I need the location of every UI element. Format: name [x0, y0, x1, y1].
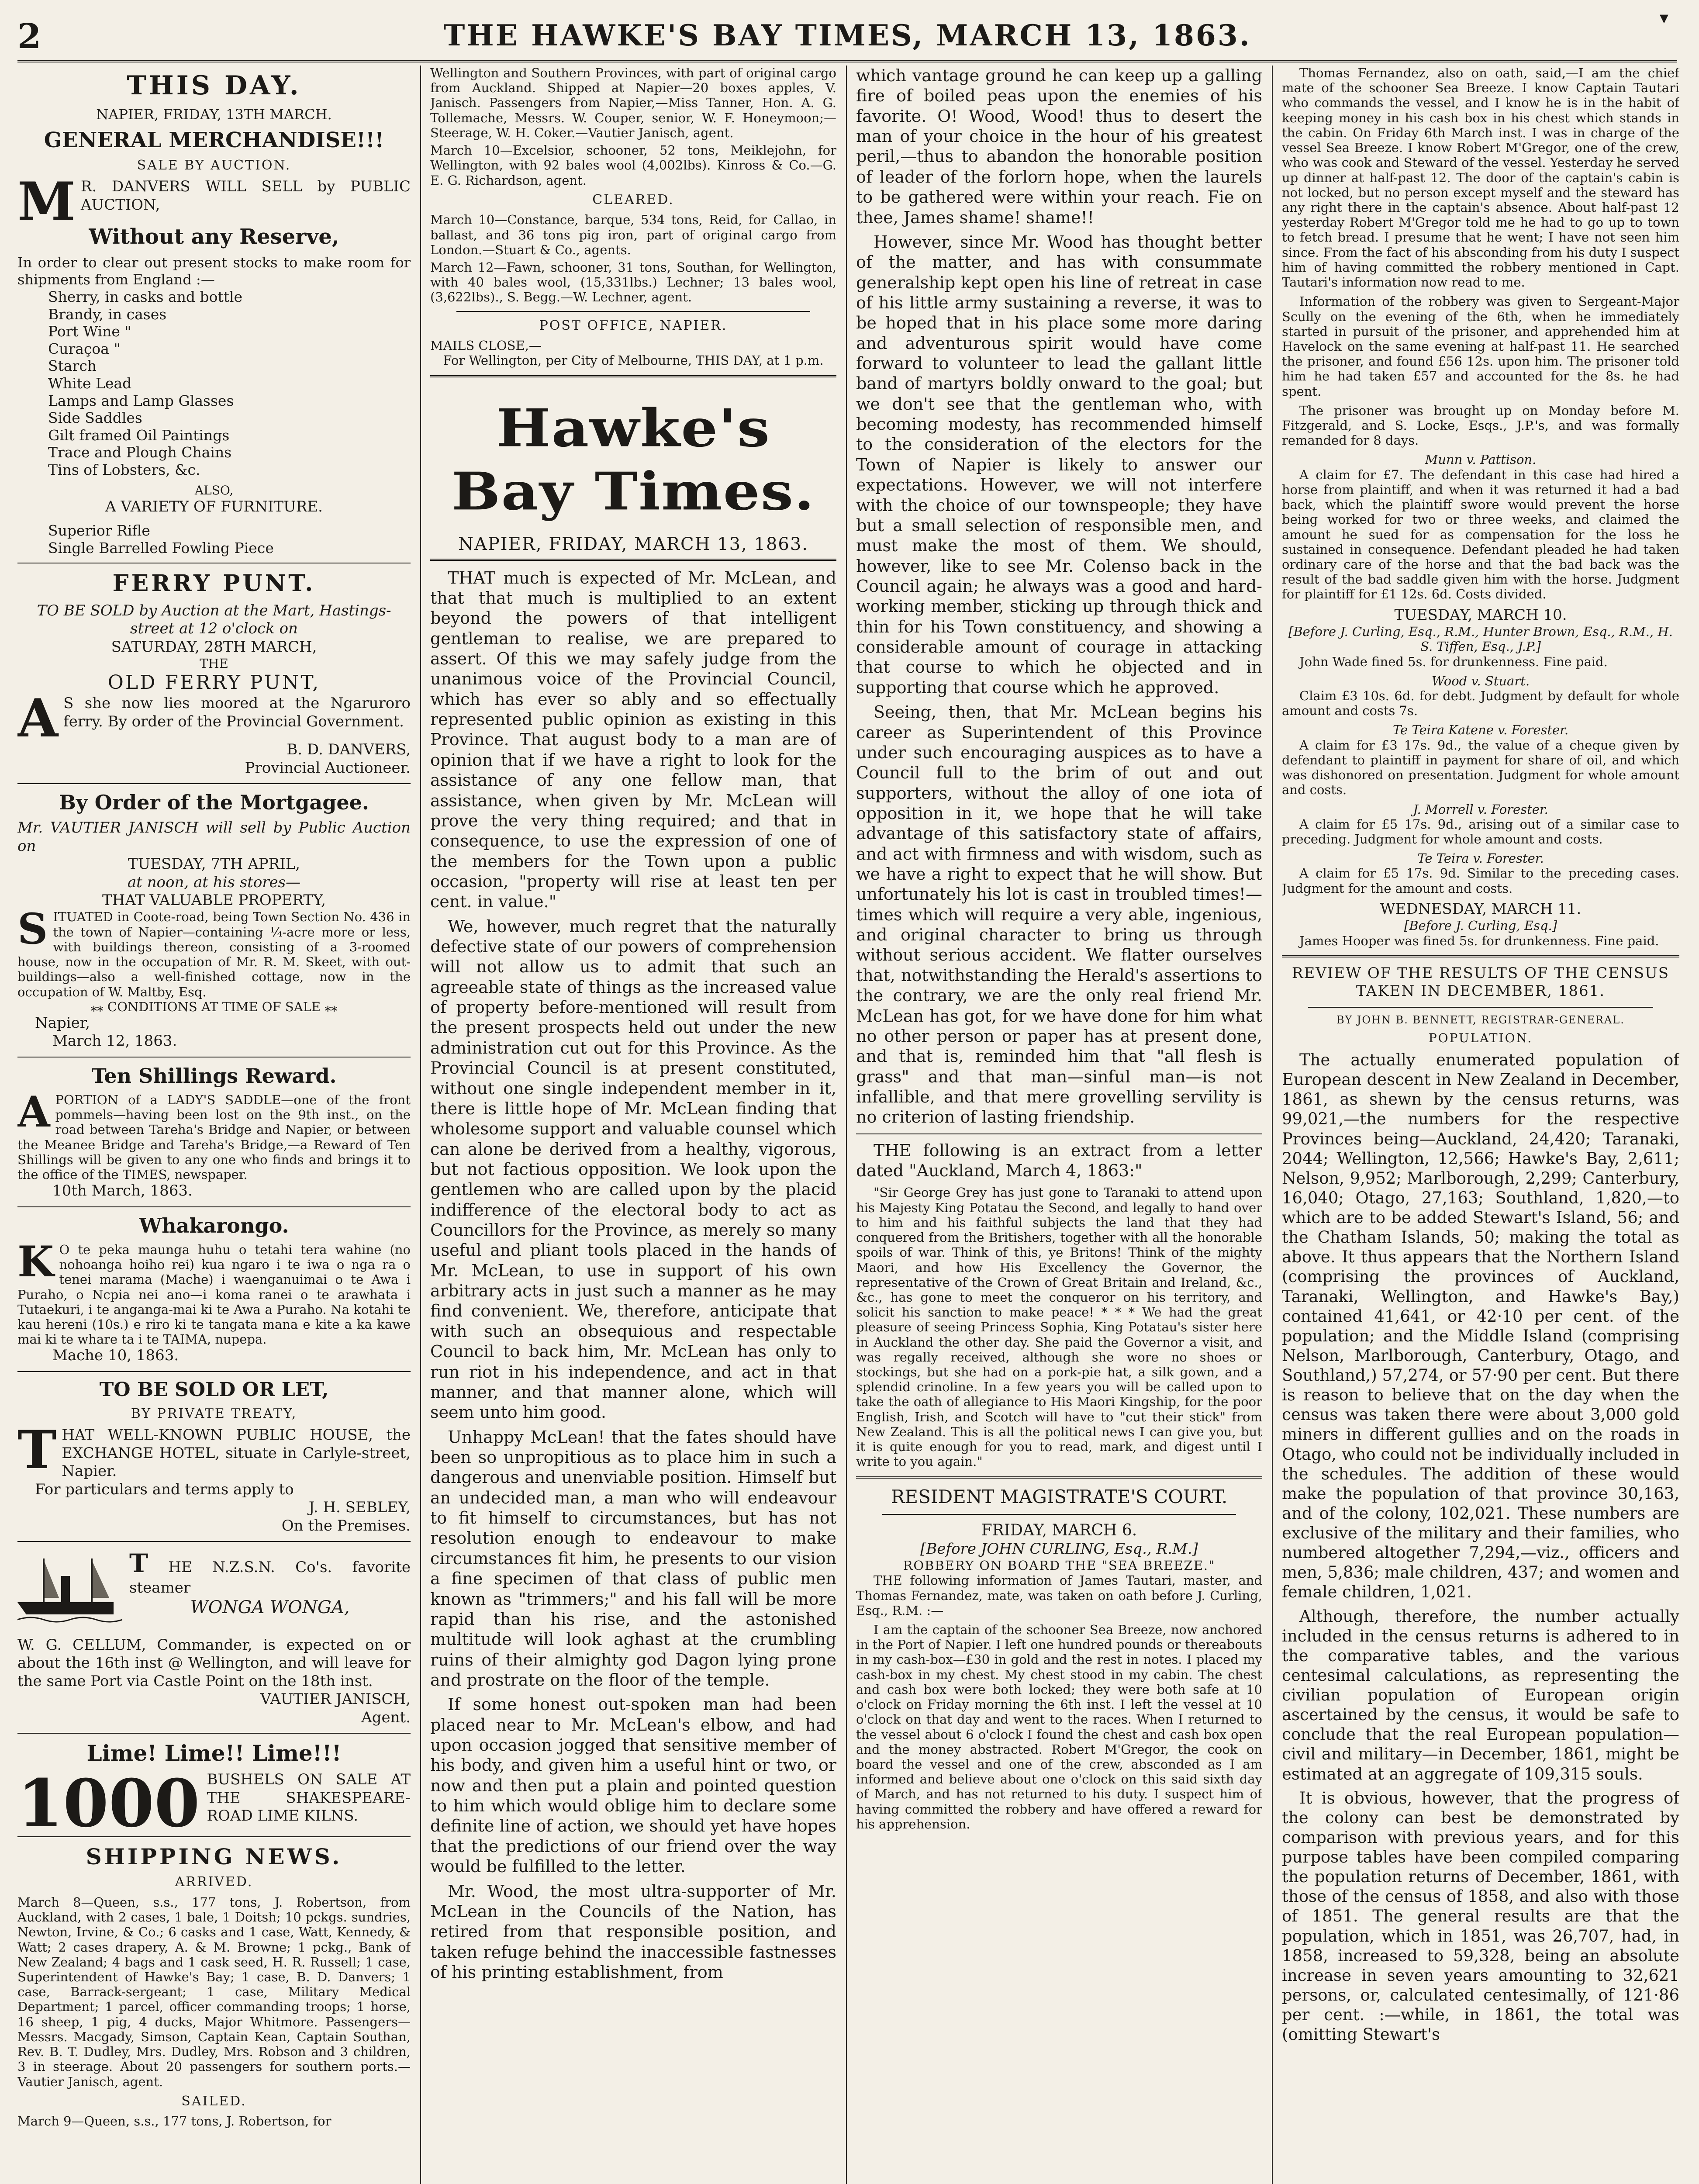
divider [17, 783, 411, 784]
editorial-paragraph: However, since Mr. Wood has thought better of the matter, and has with consummate generalship kept open his line of retreat in case of his little army sustaining a reverse, it was to be hoped that in his place some more daring and adventurous spirit would have come forward to volunteer to lead the gallant little band of martyrs boldly onward to the goal; but we don't see that the gentleman who, with becoming modesty, has recommended himself to the consideration of the electors for the Town of Napier is likely to answer our expectations. However, we will not interfere with the choice of our townspeople; they have but a small selection of responsible men, and must make the most of them. We should, however, like to see Mr. Colenso back in the Council again; he always was a good and hard-working member, sticking up through thick and thin for his Town constituency, and showing a considerable amount of courage in attacking that course to which he objected and in supporting that course which he approved. [856, 232, 1262, 697]
merchandise-heading: GENERAL MERCHANDISE!!! [44, 128, 384, 153]
drop-cap: A [17, 688, 59, 750]
divider [856, 1133, 1262, 1134]
case-title: Te Teira Katene v. Forester. [1392, 722, 1569, 738]
wednesday-before: [Before J. Curling, Esq.] [1404, 918, 1557, 933]
divider [17, 1206, 411, 1207]
case-title: Wood v. Stuart. [1431, 673, 1530, 688]
case-title: Te Teira v. Forester. [1417, 851, 1544, 866]
steamer-ship-icon [17, 1550, 122, 1633]
divider [17, 1541, 411, 1542]
mortgagee-heading: By Order of the Mortgagee. [59, 790, 369, 814]
census-heading: REVIEW OF THE RESULTS OF THE CENSUS TAKEN IN DECEMBER, 1861. [1292, 964, 1670, 1000]
corner-mark: ▾ [1659, 8, 1668, 28]
auction-notice [17, 171, 411, 233]
list-item: Port Wine " [48, 323, 131, 340]
fernandez-deposition: Thomas Fernandez, also on oath, said,—I am the chief mate of the schooner Sea Breeze. I know Captain Tautari who commands the vessel, and I know he is in the habit of keeping money in his cash box in his chest which stands in the cabin. On Friday 6th March inst. I was in charge of the vessel Sea Breeze. I know Robert M'Gregor, one of the crew, who was cook and Steward of the vessel. Yesterday he served up dinner at half-past 12. The door of the captain's cabin is not locked, but no person except myself and the steward has any right there in the captain's absence. About half-past 12 yesterday Robert M'Gregor told me he had to go up to town to fetch bread. I presume that he went; I have not seen him since. From the fact of his absconding from his duty I suspect him of having committed the robbery mentioned in Capt. Tautari's information now read to me. [1282, 66, 1679, 290]
editorial-paragraph: THAT much is expected of Mr. McLean, and that that much is multiplied to an extent beyond the powers of that intelligent gentleman to realise, we are prepared to assert. Of this we may safely judge from the unanimous voice of the Provincial Council, which has ever so ably and so effectually represented public opinion as existing in this Province. That august body to a man are of opinion that if we have a right to look for the assistance of any one fellow man, that assistance, when given by Mr. McLean will prove the very thing required; and that in consequence, to use the expression of one of the members for the Town upon a public occasion, "property will rise at least ten per cent. in value." [430, 568, 836, 912]
napier-sign: Napier, [35, 1014, 90, 1032]
steamer-head: HE N.Z.S.N. Co's. favorite steamer [129, 1558, 411, 1597]
auction-intro: R. DANVERS WILL SELL by PUBLIC AUCTION, [80, 178, 411, 214]
ferry-signature-name: B. D. DANVERS, [287, 741, 411, 759]
maori-body [17, 1237, 411, 1347]
divider [856, 1476, 1262, 1479]
case-body: A claim for £5 17s. 9d. Similar to the preceding cases. Judgment for the amount and costs. [1282, 866, 1679, 896]
merchandise-list [48, 288, 411, 479]
list-item: Single Barrelled Fowling Piece [48, 539, 274, 556]
wednesday-heading: WEDNESDAY, MARCH 11. [1380, 900, 1582, 918]
divider [1308, 1007, 1653, 1008]
steamer-drop-cap: T [129, 1548, 148, 1578]
list-item: Curaçoa " [48, 340, 121, 357]
vautier-name: VAUTIER JANISCH, [260, 1690, 411, 1708]
fawn-entry: March 12—Fawn, schooner, 31 tons, Southan, for Wellington, with 40 bales wool, (15,331lbs.) Lechner; 13 bales wool, (3,622lbs)., S. Begg.—W. Lechner, agent. [430, 260, 836, 305]
reward-body [17, 1087, 411, 1182]
running-header [17, 8, 1677, 62]
list-item: Gilt framed Oil Paintings [48, 426, 230, 444]
lime-notice [17, 1765, 411, 1842]
mortgagee-time: at noon, at his stores— [127, 873, 301, 891]
robbery-heading: ROBBERY ON BOARD THE "SEA BREEZE." [903, 1558, 1216, 1573]
editorial-paragraph: Seeing, then, that Mr. McLean begins his career as Superintendent of this Province under such encouraging auspices as to have a Council full to the brim of out and out supporters, without the alloy of one iota of opposition in it, we hope that he will take advantage of this satisfactory state of affairs, and act with firmness and with wisdom, such as we have a right to expect that he will show. But unfortunately his lot is cast in troubled times!—times which will require a very able, ingenious, and original character to bring us through without serious accident. We flatter ourselves that, notwithstanding the Herald's assertions to the contrary, we are the only real friend Mr. McLean has got, for we have done for him what no other person or paper has at present done, and that is, reminded him that "all flesh is grass" and that man—sinful man—is not infallible, and that mere grovelling servility is no criterion of lasting friendship. [856, 702, 1262, 1127]
clear-stocks-text: In order to clear out present stocks to make room for shipments from England :— [17, 254, 411, 288]
court-date: FRIDAY, MARCH 6. [981, 1521, 1137, 1539]
ferry-punt-heading: FERRY PUNT. [112, 570, 316, 597]
population-heading: POPULATION. [1428, 1030, 1533, 1045]
list-item: Starch [48, 357, 97, 375]
list-item: Tins of Lobsters, &c. [48, 461, 200, 478]
post-office-heading: POST OFFICE, NAPIER. [539, 318, 728, 333]
letter-body: "Sir George Grey has just gone to Taranaki to attend upon his Majesty King Potatau the Second, and legally to hand over to him and his faithful subjects the land that they had conquered from the Britishers, together with all the honorable spoils of war. Think of this, ye Britons! Think of the mighty Maori, and how His Excellency the Governor, the representative of the Crown of Great Britain and Ireland, &c., &c., has gone to meet the conqueror on his territory, and solicit his sanction to make peace! * * * We had the great pleasure of seeing Princess Sophia, King Potatau's sister here in Auckland the other day. She paid the Governor a visit, and was regally received, although she wore no shoes or stockings, but she had on a pork-pie hat, a silk gown, and a splendid crinoline. In a few years you will be called upon to take the oath of allegiance to His Maori Kingship, for the poor English, Irish, and Scotch will have to "cut their stick" from New Zealand. This is all the political news I can give you, but it is quite enough for you to read, mark, and digest until I write to you again." [856, 1185, 1262, 1469]
ferry-signature-title: Provincial Auctioneer. [245, 759, 411, 777]
divider [430, 375, 836, 377]
drop-cap: M [17, 171, 76, 233]
to-be-sold-heading: TO BE SOLD OR LET, [99, 1378, 329, 1401]
the-label: THE [200, 656, 228, 671]
list-item: Sherry, in casks and bottle [48, 288, 243, 305]
vautier-title: Agent. [361, 1708, 411, 1726]
furniture-line: A VARIETY OF FURNITURE. [105, 498, 323, 515]
mortgagee-intro: Mr. VAUTIER JANISCH will sell by Public Auction on [17, 819, 411, 855]
remand-text: The prisoner was brought up on Monday before M. Fitzgerald, and S. Locke, Esqs., J.P.'s, and was formally remanded for 8 days. [1282, 403, 1679, 448]
exchange-apply: For particulars and terms apply to [35, 1480, 294, 1498]
excelsior-entry: March 10—Excelsior, schooner, 52 tons, Meiklejohn, for Wellington, with 92 bales wool (4,002lbs). Kinross & Co.—G. E. G. Richardson, agent. [430, 143, 836, 188]
exchange-premises: On the Premises. [281, 1517, 411, 1534]
valuable-property: THAT VALUABLE PROPERTY, [102, 891, 326, 909]
court-heading: RESIDENT MAGISTRATE'S COURT. [891, 1486, 1228, 1507]
ferry-sale-text: TO BE SOLD by Auction at the Mart, Hastings-street at 12 o'clock on [37, 601, 391, 638]
divider [17, 1733, 411, 1734]
property-body [17, 904, 411, 999]
census-paragraph: Although, therefore, the number actually included in the census returns is adhered to in the comparative tables, and the various centesimal calculations, as representing the civilian population of European origin ascertained by the census, it would be safe to conclude that the real European population—civil and military—in December, 1861, might be estimated at an aggregate of 109,315 souls. [1282, 1607, 1679, 1783]
wade-case: John Wade fined 5s. for drunkenness. Fine paid. [1299, 654, 1608, 669]
exchange-body [17, 1419, 411, 1481]
census-author: BY JOHN B. BENNETT, REGISTRAR-GENERAL. [1336, 1013, 1625, 1026]
deposition-intro: THE following information of James Tautari, master, and Thomas Fernandez, mate, was taken on oath before J. Curling, Esq., R.M. :— [856, 1573, 1262, 1618]
dateline: NAPIER, FRIDAY, 13TH MARCH. [96, 106, 332, 123]
private-treaty: BY PRIVATE TREATY, [131, 1406, 297, 1421]
column-advertisements [17, 66, 411, 2184]
ferry-body-text: S she now lies moored at the Ngaruroro ferry. By order of the Provincial Government. [63, 695, 411, 730]
column-court-census [1282, 66, 1679, 2184]
drop-cap: A [17, 1087, 50, 1137]
maori-date: Mache 10, 1863. [52, 1347, 179, 1365]
cleared-label: CLEARED. [592, 192, 674, 207]
maori-heading: Whakarongo. [139, 1213, 289, 1237]
napier-date: March 12, 1863. [52, 1032, 177, 1050]
divider [456, 311, 810, 312]
divider [430, 559, 836, 561]
column-editorial-continued [856, 66, 1262, 2184]
letter-intro: THE following is an extract from a letter dated "Auckland, March 4, 1863:" [856, 1140, 1262, 1181]
sailed-label: SAILED. [181, 2093, 247, 2109]
newspaper-masthead: Hawke's Bay Times. [451, 397, 815, 522]
editorial-dateline: NAPIER, FRIDAY, MARCH 13, 1863. [458, 534, 809, 554]
mails-body: For Wellington, per City of Melbourne, THIS DAY, at 1 p.m. [443, 353, 824, 368]
case-body: A claim for £3 17s. 9d., the value of a cheque given by defendant to plaintiff in payment for share of oil, and which was dishonored on presentation. Judgment for whole amount and costs. [1282, 737, 1679, 798]
drop-cap: T [17, 1419, 57, 1481]
lime-body: BUSHELS ON SALE AT THE SHAKESPEARE-ROAD LIME KILNS. [207, 1771, 411, 1825]
divider [17, 1371, 411, 1372]
case-title: J. Morrell v. Forester. [1413, 802, 1548, 817]
case-body: A claim for £5 17s. 9d., arising out of a similar case to preceding. Judgment for whole amount and costs. [1282, 816, 1679, 847]
sale-by-auction: SALE BY AUCTION. [137, 157, 291, 173]
also-label: ALSO, [194, 483, 234, 498]
list-item: White Lead [48, 374, 132, 392]
without-reserve: Without any Reserve, [89, 225, 339, 249]
page-number: 2 [17, 17, 41, 56]
list-item: Brandy, in cases [48, 305, 167, 323]
divider [882, 1514, 1236, 1515]
editorial-paragraph: We, however, much regret that the naturally defective state of our powers of comprehension will not allow us to admit that such an agreeable state of things as the increased value of property before-mentioned will result from the present prospects held out under the new administration cut out for this Province. As the Provincial Council is at present constituted, without one single independent member in it, there is little hope of Mr. McLean finding that wholesome support and valuable counsel which can alone be derived from a healthy, vigorous, but not factious opposition. We look upon the gentlemen who are called upon by the placid indifference of the electoral body to act as Councillors for the Province, as merely so many useful and pliant tools placed in the hands of Mr. McLean, to use in support of his own arbitrary acts in just such a manner as he may find convenient. We, therefore, anticipate that with such an obsequious and respectable Council to back him, Mr. McLean has only to run riot in his independence, and act in that manner, and that manner alone, which will seem unto him good. [430, 916, 836, 1422]
property-body-text: ITUATED in Coote-road, being Town Section No. 436 in the town of Napier—containing ¼-acre more or less, with buildings thereon, consisting of a 3-roomed house, now in the occupation of Mr. R. M. Skeet, with out-buildings—also a well-finished cottage, now in the occupation of W. Maltby, Esq. [17, 909, 411, 999]
case-title: Munn v. Pattison. [1425, 452, 1537, 467]
divider [1282, 955, 1679, 957]
arrivals-text: March 8—Queen, s.s., 177 tons, J. Robertson, from Auckland, with 2 cases, 1 bale, 1 Doitsh; 10 pckgs. sundries, Newton, Irvine, & Co.; 6 casks and 1 case, Watt, Kennedy, & Watt; 2 cases drapery, A. & M. Browne; 1 pckg., Bank of New Zealand; 4 bags and 1 cask seed, H. R. Russell; 1 case, Superintendent of Hawke's Bay; 1 case, B. D. Danvers; 1 case, Barrack-sergeant; 1 case, Military Medical Department; 1 parcel, officer commanding troops; 1 horse, 16 sheep, 1 pig, 4 ducks, Major Whitmore. Passengers—Messrs. Macgady, Simson, Captain Kean, Captain Southan, Rev. B. T. Dudley, Mrs. Dudley, Mrs. Robson and 3 children, 3 in steerage. About 20 passengers for southern ports.—Vautier Janisch, agent. [17, 1894, 411, 2089]
column-rule [1272, 66, 1273, 2184]
list-item: Side Saddles [48, 409, 142, 427]
reward-heading: Ten Shillings Reward. [91, 1064, 337, 1088]
drop-cap: S [17, 904, 48, 954]
mails-close-label: MAILS CLOSE,— [430, 338, 542, 353]
steamer-notice [17, 1548, 411, 1690]
sailed-text: March 9—Queen, s.s., 177 tons, J. Robertson, for [17, 2114, 332, 2129]
tuesday-before: [Before J. Curling, Esq., R.M., Hunter Brown, Esq., R.M., H. S. Tiffen, Esq., J.P.] [1288, 624, 1673, 654]
steamer-name: WONGA WONGA, [190, 1597, 350, 1618]
census-paragraph: It is obvious, however, that the progress of the colony can best be demonstrated by comparison with previous years, and for this purpose tables have been compiled comparing the population returns of December, 1861, with those of the census of 1858, and also with those of 1851. The general results are that the population, which in 1851, was 26,707, had, in 1858, increased to 59,328, being an absolute increase in seven years amounting to 32,621 persons, or, calculated centesimally, of 121·86 per cent. :—while, in 1861, the total was (omitting Stewart's [1282, 1788, 1679, 2044]
shipping-heading: SHIPPING NEWS. [86, 1844, 342, 1870]
lime-quantity: 1000 [17, 1765, 200, 1842]
conditions-line: ⁎⁎ CONDITIONS AT TIME OF SALE ⁎⁎ [90, 999, 338, 1014]
list-item: Lamps and Lamp Glasses [48, 392, 234, 409]
lime-heading: Lime! Lime!! Lime!!! [86, 1740, 342, 1766]
editorial-paragraph: which vantage ground he can keep up a galling fire of boiled peas upon the enemies of his favorite. O! Wood, Wood! thus to desert the man of your choice in the hour of his greatest peril,—thus to abandon the honorable position of leader of the forlorn hope, when the laurels to be gathered were within your reach. Fie on thee, James shame! shame!! [856, 66, 1262, 227]
list-item: Superior Rifle [48, 522, 150, 539]
old-ferry-punt: OLD FERRY PUNT, [107, 671, 321, 694]
ferry-date: SATURDAY, 28TH MARCH, [111, 638, 317, 656]
editorial-paragraph: Unhappy McLean! that the fates should have been so unpropitious as to place him in such a dangerous and unenviable position. Himself but an undecided man, a man who will endeavour to fit himself to circumstances, but has not resolution enough to endeavour to make circumstances fit him, he presents to our vision a fine specimen of that class of public men known as "trimmers;" and his fall will be more rapid than his rise, and the astonished multitude will look aghast at the crumbling ruins of their almighty god Dagon lying prone and prostrate on the floor of the temple. [430, 1427, 836, 1690]
deposition-body: I am the captain of the schooner Sea Breeze, now anchored in the Port of Napier. I left one hundred pounds or thereabouts in my cash-box—£30 in gold and the rest in notes. I placed my cash-box in my chest. My chest stood in my cabin. The chest and cash box were both locked; they were both safe at 10 o'clock on Friday morning the 6th inst. I left the vessel at 10 o'clock on that day and went to the races. When I returned to the vessel about 6 o'clock I found the chest and cash box open and the money abstracted. Robert M'Gregor, the cook on board the vessel and one of the crew, absconded as I am informed and believe about one o'clock on this said sixth day of March, and has not returned to his duty. I suspect him of having committed the robbery and have offered a reward for his apprehension. [856, 1622, 1262, 1832]
arrived-label: ARRIVED. [175, 1874, 253, 1890]
maori-body-text: O te peka maunga huhu o tetahi tera wahine (no nohoanga hoiho rei) kua ngaro i te iwa o nga ra o tenei marama (Mache) i waenganuimai o te Awa i Puraho, o Ncpia nei ano—i koma ranei o te arawhata i Tutaekuri, i te anganga-mai ki te Awa a Puraho. Na kotahi te kau hereni (10s.) e riro ki te tangata mana e kite a ka kawe mai ki te whare ta i te TAIMA, nupepa. [17, 1242, 411, 1347]
column-rule [420, 66, 421, 2184]
scully-information: Information of the robbery was given to Sergeant-Major Scully on the evening of the 6th, when he immediately started in pursuit of the prisoner, and apprehended him at Havelock on the same evening at half-past 11. He searched the prisoner, and found £56 12s. upon him. The prisoner told him he had taken £57 and accounted for the 8s. he had spent. [1282, 294, 1679, 399]
list-item: Trace and Plough Chains [48, 444, 232, 461]
reward-body-text: PORTION of a LADY'S SADDLE—one of the front pommels—having been lost on the 9th inst., on the road between Tareha's Bridge and Napier, or between the Meanee Bridge and Tareha's Bridge,—a Reward of Ten Shillings will be given to any one who finds and brings it to the office of the TIMES, newspaper. [17, 1092, 411, 1182]
exchange-name: J. H. SEBLEY, [308, 1499, 411, 1517]
hooper-case: James Hooper was fined 5s. for drunkenness. Fine paid. [1299, 933, 1659, 948]
column-editorial [430, 66, 836, 2184]
reward-date: 10th March, 1863. [52, 1182, 193, 1200]
column-rule [846, 66, 847, 2184]
steamer-body: W. G. CELLUM, Commander, is expected on or about the 16th inst @ Wellington, and will leave for the same Port via Castle Point on the 18th inst. [17, 1636, 411, 1690]
case-body: Claim £3 10s. 6d. for debt. Judgment by default for whole amount and costs 7s. [1282, 688, 1679, 719]
census-paragraph: The actually enumerated population of European descent in New Zealand in December, 1861, as shewn by the census returns, was 99,021,—the numbers for the respective Provinces being—Auckland, 24,420; Taranaki, 2044; Wellington, 12,566; Hawke's Bay, 2,611; Nelson, 9,952; Marlborough, 2,299; Canterbury, 16,040; Otago, 27,163; Southland, 1,820,—to which are to be added Stewart's Island, 56; and the Chatham Islands, 50; making the total as above. It thus appears that the Northern Island (comprising the provinces of Auckland, Taranaki, Wellington, and Hawke's Bay,) contained 41,641, or 42·10 per cent. of the population; and the Middle Island (comprising Nelson, Marlborough, Canterbury, Otago, and Southland,) 57,274, or 57·90 per cent. But there is reason to believe that on the day when the census was taken there were about 3,000 gold miners in different gullies and on the roads in Otago, who could not be individually included in the schedules. The addition of these would make the population of that province 30,163, and of the colony, 102,021. These numbers are exclusive of the military and their families, who numbered altogether 7,294,—viz., officers and men, 5,836; male children, 437; and women and female children, 1,021. [1282, 1051, 1679, 1602]
court-before: [Before JOHN CURLING, Esq., R.M.] [920, 1540, 1198, 1558]
editorial-paragraph: Mr. Wood, the most ultra-supporter of Mr. McLean in the Councils of the Nation, has retired from that responsible position, and taken refuge behind the inaccessible fastnesses of his printing establishment, from [430, 1881, 836, 1982]
drop-cap: K [17, 1237, 54, 1286]
mortgagee-date: TUESDAY, 7TH APRIL, [128, 855, 300, 873]
editorial-paragraph: If some honest out-spoken man had been placed near to Mr. McLean's elbow, and had upon occasion jogged that sensitive member of his body, and given him a useful hint or two, or now and then put a plain and pointed question to him which would oblige him to declare some definite line of action, we should yet have hopes that the predictions of our friend over the way would be fulfilled to the letter. [430, 1695, 836, 1876]
running-title: THE HAWKE'S BAY TIMES, MARCH 13, 1863. [443, 18, 1251, 52]
constance-entry: March 10—Constance, barque, 534 tons, Reid, for Callao, in ballast, and 36 tons pig iron, part of original cargo from London.—Stuart & Co., agents. [430, 212, 836, 257]
shipping-continued: Wellington and Southern Provinces, with part of original cargo from Auckland. Shipped at Napier—20 boxes apples, V. Janisch. Passengers from Napier,—Miss Tanner, Hon. A. G. Tollemache, Messrs. W. Couper, senior, W. F. Honeymoon;—Steerage, W. H. Coker.—Vautier Janisch, agent. [430, 66, 836, 140]
this-day-heading: THIS DAY. [127, 70, 301, 101]
exchange-body-text: HAT WELL-KNOWN PUBLIC HOUSE, the EXCHANGE HOTEL, situate in Carlyle-street, Napier. [62, 1426, 411, 1480]
case-body: A claim for £7. The defendant in this case had hired a horse from plaintiff, and when it was returned it had a bad back, which the plaintiff swore would prevent the horse being worked for two or three weeks, and claimed the amount he sued for as compensation for the loss he sustained in consequence. Defendant pleaded he had taken ordinary care of the horse and that the bad back was the result of the bad saddle given him with the horse. Judgment for plaintiff for £1 12s. 6d. Costs divided. [1282, 467, 1679, 602]
tuesday-heading: TUESDAY, MARCH 10. [1394, 606, 1567, 624]
rifle-list [48, 522, 411, 556]
